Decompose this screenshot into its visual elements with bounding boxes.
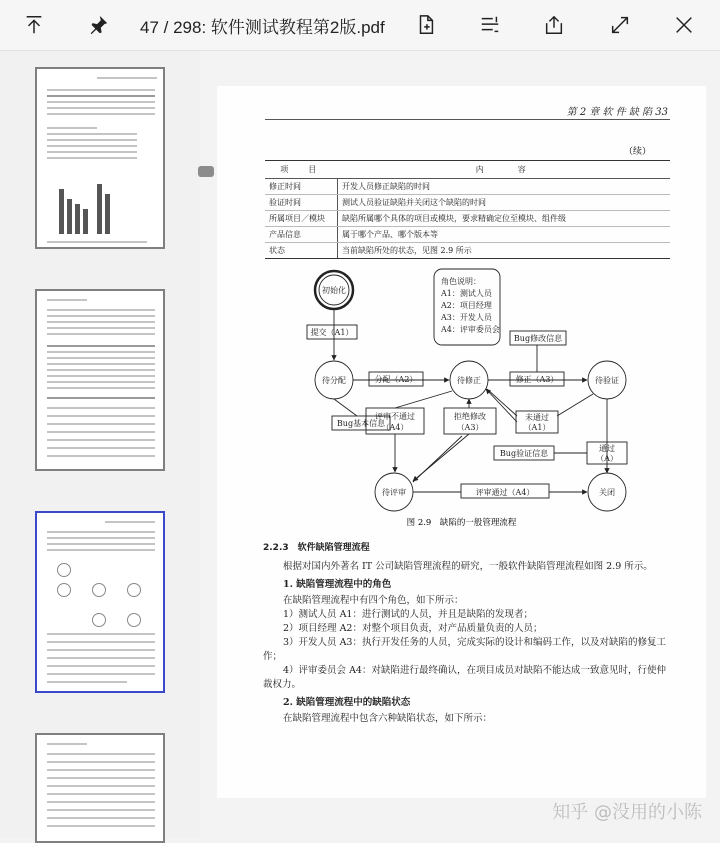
body-text: [263, 560, 673, 726]
edge-label: 未通过: [525, 413, 549, 422]
legend-line: A3：开发人员: [441, 313, 492, 322]
node-label: 待验证: [595, 376, 619, 385]
page-thumbnail[interactable]: [35, 67, 165, 249]
table-header: 内 容: [338, 161, 671, 179]
subheading: 1. 缺陷管理流程中的角色: [283, 579, 392, 590]
edge-label: Bug基本信息: [336, 419, 386, 428]
figure-caption: 图 2.9 缺陷的一般管理流程: [406, 518, 517, 528]
table-row: 产品信息 属于哪个产品、哪个版本等: [265, 227, 670, 243]
page-thumbnail[interactable]: [35, 289, 165, 471]
page-thumbnail[interactable]: [35, 733, 165, 843]
node-label: 待评审: [382, 488, 406, 497]
edge-label: （A3）: [456, 423, 484, 432]
paragraph: 2）项目经理 A2：对整个项目负责，对产品质量负责的人员；: [283, 623, 543, 634]
paragraph: 在缺陷管理流程中有四个角色，如下所示：: [283, 595, 464, 606]
page-thumbnail-current[interactable]: [35, 511, 165, 693]
table-row: 状态 当前缺陷所处的状态，见图 2.9 所示: [265, 243, 670, 259]
paragraph: 4）评审委员会 A4：对缺陷进行最终确认，在项目成员对缺陷不能达成一致意见时，行使仲裁权力。: [263, 665, 666, 690]
node-label: 待分配: [322, 376, 346, 385]
paragraph: 在缺陷管理流程中包含六种缺陷状态，如下所示：: [283, 713, 493, 724]
edge-label: （A）: [596, 454, 618, 463]
edge-label: 评审通过（A4）: [475, 488, 535, 497]
edge-label: （A1）: [523, 423, 551, 432]
pdf-page: [217, 86, 706, 798]
table-header: 项 目: [265, 161, 338, 179]
edge-label: 修正（A3）: [515, 375, 559, 384]
legend-line: A2：项目经理: [441, 301, 492, 310]
thumbnail-sidebar: [0, 51, 200, 838]
legend-line: A1：测试人员: [441, 289, 492, 298]
edge-label: 提交（A1）: [310, 328, 354, 337]
continued-label: （续）: [623, 147, 651, 157]
watermark: 知乎 @没用的小陈: [552, 802, 702, 823]
page-header: 第 2 章 软 件 缺 陷 33: [566, 107, 668, 118]
toolbar: [0, 0, 720, 51]
edge-label: 拒绝修改: [454, 412, 486, 421]
document-title: 47 / 298: 软件测试教程第2版.pdf: [140, 18, 385, 37]
defect-flow-diagram: [217, 86, 706, 516]
edge-label: 评审不通过: [375, 412, 415, 421]
edge-label: （A4）: [381, 423, 409, 432]
node-label: 待修正: [457, 376, 481, 385]
close-icon[interactable]: [668, 9, 700, 41]
share-icon[interactable]: [538, 9, 570, 41]
paragraph: 3）开发人员 A3：执行开发任务的人员，完成实际的设计和编码工作，以及对缺陷的修复工作；: [263, 637, 666, 662]
table-row: 验证时间 测试人员验证缺陷并关闭这个缺陷的时间: [265, 195, 670, 211]
table-row: 所属项目／模块 缺陷所属哪个具体的项目或模块，要求精确定位至模块、组件级: [265, 211, 670, 227]
list-icon[interactable]: [474, 9, 506, 41]
pin-icon[interactable]: [82, 9, 114, 41]
document-add-icon[interactable]: [410, 9, 442, 41]
node-label: 关闭: [599, 488, 615, 497]
node-init-label: 初始化: [322, 286, 346, 295]
paragraph: 1）测试人员 A1：进行测试的人员，并且是缺陷的发现者；: [283, 609, 533, 620]
table-row: 修正时间 开发人员修正缺陷的时间: [265, 179, 670, 195]
sidebar-resize-handle[interactable]: [198, 166, 214, 177]
edge-label: Bug修改信息: [513, 334, 563, 343]
section-title: 2.2.3 软件缺陷管理流程: [263, 543, 370, 553]
expand-icon[interactable]: [604, 9, 636, 41]
subheading: 2. 缺陷管理流程中的缺陷状态: [283, 697, 411, 708]
paragraph: 根据对国内外著名 IT 公司缺陷管理流程的研究，一般软件缺陷管理流程如图 2.9 所示。: [283, 561, 653, 572]
upload-icon[interactable]: [18, 9, 50, 41]
legend-line: A4：评审委员会: [441, 325, 500, 334]
legend-line: 角色说明：: [441, 277, 481, 286]
edge-label: Bug验证信息: [499, 449, 549, 458]
edge-label: 分配（A2）: [374, 375, 418, 384]
edge-label: 通过: [599, 444, 615, 453]
